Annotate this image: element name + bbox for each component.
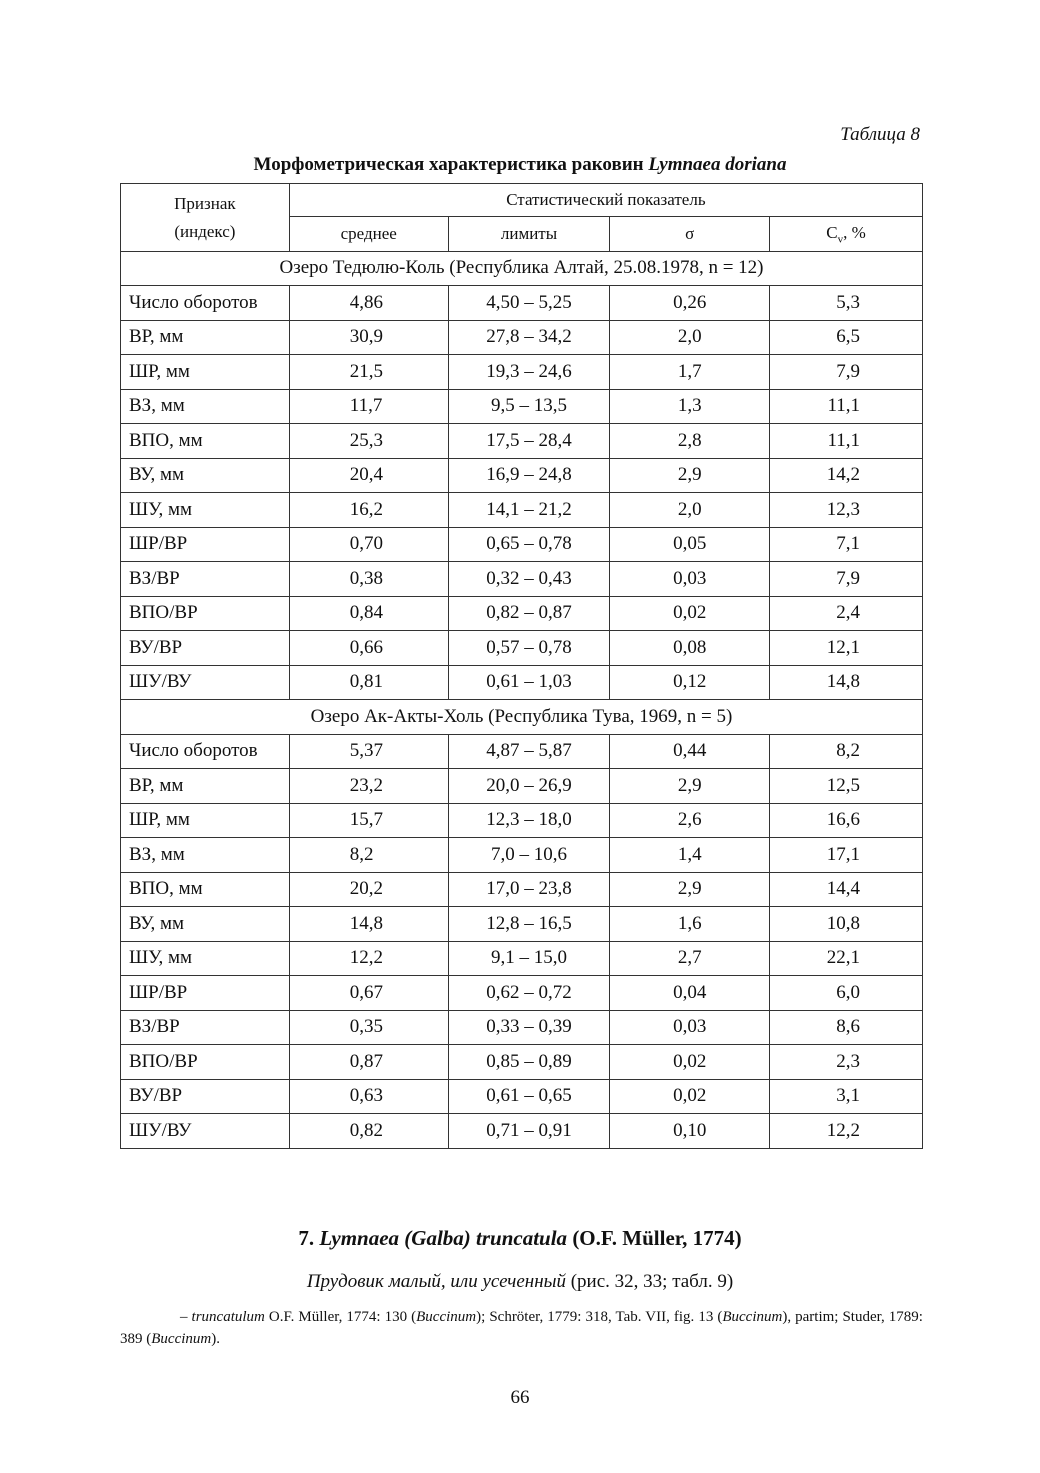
- cell-feature: ВР, мм: [121, 320, 290, 355]
- cell-sigma: 2,9: [610, 458, 770, 493]
- synonymy-segment: ); Schröter, 1779: 318, Tab. VII, fig. 13 (: [476, 1309, 723, 1325]
- header-sigma: σ: [610, 217, 770, 252]
- header-stat-group: Статистический показатель: [289, 184, 922, 217]
- cell-mean: 0,63: [289, 1079, 448, 1114]
- table-row: [121, 562, 923, 597]
- cell-feature: ВР, мм: [121, 769, 290, 804]
- cell-sigma: 1,6: [610, 907, 770, 942]
- table-row: [121, 355, 923, 390]
- cell-mean: 20,4: [289, 458, 448, 493]
- cell-feature: ВУ/ВР: [121, 631, 290, 666]
- cell-cv: 7,9: [770, 562, 923, 597]
- table-row: [121, 1010, 923, 1045]
- cell-cv: 14,8: [770, 665, 923, 700]
- cell-sigma: 1,7: [610, 355, 770, 390]
- cell-mean: 15,7: [289, 803, 448, 838]
- table-row: [121, 631, 923, 666]
- cell-cv: 6,0: [770, 976, 923, 1011]
- cell-cv: 14,4: [770, 872, 923, 907]
- header-limits: лимиты: [448, 217, 610, 252]
- cell-limits: 4,87 – 5,87: [448, 734, 610, 769]
- cell-cv: 12,3: [770, 493, 923, 528]
- cell-mean: 14,8: [289, 907, 448, 942]
- cell-sigma: 2,9: [610, 872, 770, 907]
- synonymy-segment: O.F. Müller, 1774: 130 (: [264, 1309, 417, 1325]
- cell-limits: 7,0 – 10,6: [448, 838, 610, 873]
- page-number: 66: [510, 1387, 530, 1408]
- cell-mean: 30,9: [289, 320, 448, 355]
- synonymy-segment: ), partim; Studer, 1789: 389 (: [120, 1309, 923, 1347]
- cell-cv: 8,6: [770, 1010, 923, 1045]
- cell-sigma: 0,02: [610, 1045, 770, 1080]
- cell-feature: ШР/ВР: [121, 976, 290, 1011]
- table-row: [121, 803, 923, 838]
- cell-sigma: 1,4: [610, 838, 770, 873]
- table-row: [121, 1045, 923, 1080]
- cell-limits: 19,3 – 24,6: [448, 355, 610, 390]
- cell-limits: 27,8 – 34,2: [448, 320, 610, 355]
- cell-sigma: 0,03: [610, 562, 770, 597]
- cell-feature: ВУ, мм: [121, 907, 290, 942]
- cell-sigma: 0,02: [610, 596, 770, 631]
- cell-feature: ШУ/ВУ: [121, 665, 290, 700]
- cell-cv: 10,8: [770, 907, 923, 942]
- section-title: Озеро Тедюлю-Коль (Республика Алтай, 25.08.1978, n = 12): [121, 251, 923, 286]
- table-row: [121, 527, 923, 562]
- cell-mean: 25,3: [289, 424, 448, 459]
- cell-cv: 2,4: [770, 596, 923, 631]
- cell-limits: 0,61 – 1,03: [448, 665, 610, 700]
- cell-mean: 0,87: [289, 1045, 448, 1080]
- cell-feature: ШУ, мм: [121, 941, 290, 976]
- table-row: [121, 493, 923, 528]
- cell-feature: ШУ, мм: [121, 493, 290, 528]
- morphometry-table: [120, 183, 923, 1149]
- cell-limits: 20,0 – 26,9: [448, 769, 610, 804]
- table-title: Морфометрическая характеристика раковин Lymnaea doriana: [253, 154, 787, 175]
- cell-feature: Число оборотов: [121, 734, 290, 769]
- cell-cv: 11,1: [770, 424, 923, 459]
- cell-feature: ВЗ/ВР: [121, 1010, 290, 1045]
- cell-mean: 23,2: [289, 769, 448, 804]
- table-row: [121, 838, 923, 873]
- cell-sigma: 0,10: [610, 1114, 770, 1149]
- cell-cv: 7,1: [770, 527, 923, 562]
- cell-mean: 5,37: [289, 734, 448, 769]
- cell-sigma: 2,0: [610, 493, 770, 528]
- cell-feature: ВЗ, мм: [121, 389, 290, 424]
- synonymy-segment: –: [180, 1309, 192, 1325]
- table-row: [121, 320, 923, 355]
- cell-limits: 17,5 – 28,4: [448, 424, 610, 459]
- cell-feature: Число оборотов: [121, 286, 290, 321]
- table-row: [121, 976, 923, 1011]
- cell-cv: 8,2: [770, 734, 923, 769]
- table-row: [121, 458, 923, 493]
- cell-limits: 9,5 – 13,5: [448, 389, 610, 424]
- cell-limits: 0,32 – 0,43: [448, 562, 610, 597]
- cell-limits: 0,82 – 0,87: [448, 596, 610, 631]
- cell-cv: 22,1: [770, 941, 923, 976]
- cell-mean: 0,66: [289, 631, 448, 666]
- cell-limits: 0,65 – 0,78: [448, 527, 610, 562]
- cell-mean: 0,67: [289, 976, 448, 1011]
- cell-mean: 8,2: [289, 838, 448, 873]
- cell-feature: ВПО/ВР: [121, 596, 290, 631]
- cell-feature: ШУ/ВУ: [121, 1114, 290, 1149]
- table-row: [121, 907, 923, 942]
- cell-cv: 12,5: [770, 769, 923, 804]
- cell-limits: 0,85 – 0,89: [448, 1045, 610, 1080]
- cell-cv: 16,6: [770, 803, 923, 838]
- cell-mean: 4,86: [289, 286, 448, 321]
- header-cv: $C_v$, %: [770, 217, 923, 252]
- table-row: [121, 941, 923, 976]
- cell-cv: 2,3: [770, 1045, 923, 1080]
- cell-feature: ВПО/ВР: [121, 1045, 290, 1080]
- cell-sigma: 0,12: [610, 665, 770, 700]
- cell-sigma: 2,8: [610, 424, 770, 459]
- cell-cv: 11,1: [770, 389, 923, 424]
- cell-cv: 6,5: [770, 320, 923, 355]
- cell-sigma: 2,6: [610, 803, 770, 838]
- cell-cv: 3,1: [770, 1079, 923, 1114]
- table-row: [121, 424, 923, 459]
- table-row: [121, 769, 923, 804]
- header-mean: среднее: [289, 217, 448, 252]
- synonymy-segment: Buccinum: [416, 1309, 477, 1325]
- cell-feature: ШР/ВР: [121, 527, 290, 562]
- cell-limits: 0,33 – 0,39: [448, 1010, 610, 1045]
- cell-cv: 12,2: [770, 1114, 923, 1149]
- cell-feature: ВУ/ВР: [121, 1079, 290, 1114]
- cell-mean: 0,82: [289, 1114, 448, 1149]
- cell-feature: ВЗ/ВР: [121, 562, 290, 597]
- cell-limits: 0,61 – 0,65: [448, 1079, 610, 1114]
- cell-limits: 9,1 – 15,0: [448, 941, 610, 976]
- cell-limits: 16,9 – 24,8: [448, 458, 610, 493]
- common-name: Прудовик малый, или усеченный (рис. 32, 33; табл. 9): [306, 1271, 734, 1292]
- cell-mean: 0,81: [289, 665, 448, 700]
- cell-mean: 11,7: [289, 389, 448, 424]
- cell-limits: 12,3 – 18,0: [448, 803, 610, 838]
- table-row: [121, 734, 923, 769]
- cell-sigma: 0,03: [610, 1010, 770, 1045]
- cell-cv: 14,2: [770, 458, 923, 493]
- cell-feature: ШР, мм: [121, 803, 290, 838]
- cell-mean: 21,5: [289, 355, 448, 390]
- cell-mean: 20,2: [289, 872, 448, 907]
- cell-cv: 7,9: [770, 355, 923, 390]
- table-row: [121, 389, 923, 424]
- cell-limits: 4,50 – 5,25: [448, 286, 610, 321]
- cell-sigma: 0,04: [610, 976, 770, 1011]
- table-row: [121, 1079, 923, 1114]
- cell-feature: ВПО, мм: [121, 872, 290, 907]
- cell-sigma: 2,0: [610, 320, 770, 355]
- cell-sigma: 0,08: [610, 631, 770, 666]
- section-title: Озеро Ак-Акты-Холь (Республика Тува, 1969, n = 5): [121, 700, 923, 735]
- cell-mean: 12,2: [289, 941, 448, 976]
- table-row: [121, 872, 923, 907]
- cell-mean: 0,70: [289, 527, 448, 562]
- cell-sigma: 0,44: [610, 734, 770, 769]
- cell-limits: 14,1 – 21,2: [448, 493, 610, 528]
- cell-limits: 0,62 – 0,72: [448, 976, 610, 1011]
- table-label: Таблица 8: [840, 124, 920, 145]
- synonymy-segment: truncatulum: [191, 1309, 265, 1325]
- cell-cv: 5,3: [770, 286, 923, 321]
- cell-sigma: 0,05: [610, 527, 770, 562]
- table-row: [121, 665, 923, 700]
- cell-mean: 0,38: [289, 562, 448, 597]
- cell-sigma: 2,7: [610, 941, 770, 976]
- cell-limits: 12,8 – 16,5: [448, 907, 610, 942]
- cell-cv: 12,1: [770, 631, 923, 666]
- cell-sigma: 2,9: [610, 769, 770, 804]
- table-row: [121, 596, 923, 631]
- cell-mean: 0,35: [289, 1010, 448, 1045]
- cell-limits: 0,71 – 0,91: [448, 1114, 610, 1149]
- header-feature: Признак (индекс): [121, 184, 290, 252]
- table-row: [121, 1114, 923, 1149]
- section-row: [121, 251, 923, 286]
- cell-feature: ВУ, мм: [121, 458, 290, 493]
- cell-mean: 0,84: [289, 596, 448, 631]
- synonymy-segment: ).: [211, 1331, 220, 1347]
- cell-limits: 0,57 – 0,78: [448, 631, 610, 666]
- cell-feature: ВПО, мм: [121, 424, 290, 459]
- synonymy-segment: Buccinum: [722, 1309, 783, 1325]
- cell-feature: ШР, мм: [121, 355, 290, 390]
- cell-feature: ВЗ, мм: [121, 838, 290, 873]
- species-heading: 7. Lymnaea (Galba) truncatula (O.F. Müller, 1774): [298, 1226, 742, 1250]
- table-row: [121, 286, 923, 321]
- cell-cv: 17,1: [770, 838, 923, 873]
- cell-mean: 16,2: [289, 493, 448, 528]
- cell-limits: 17,0 – 23,8: [448, 872, 610, 907]
- section-row: [121, 700, 923, 735]
- synonymy-segment: Buccinum: [151, 1331, 212, 1347]
- synonymy-paragraph: [120, 1306, 923, 1350]
- cell-sigma: 0,02: [610, 1079, 770, 1114]
- cell-sigma: 1,3: [610, 389, 770, 424]
- cell-sigma: 0,26: [610, 286, 770, 321]
